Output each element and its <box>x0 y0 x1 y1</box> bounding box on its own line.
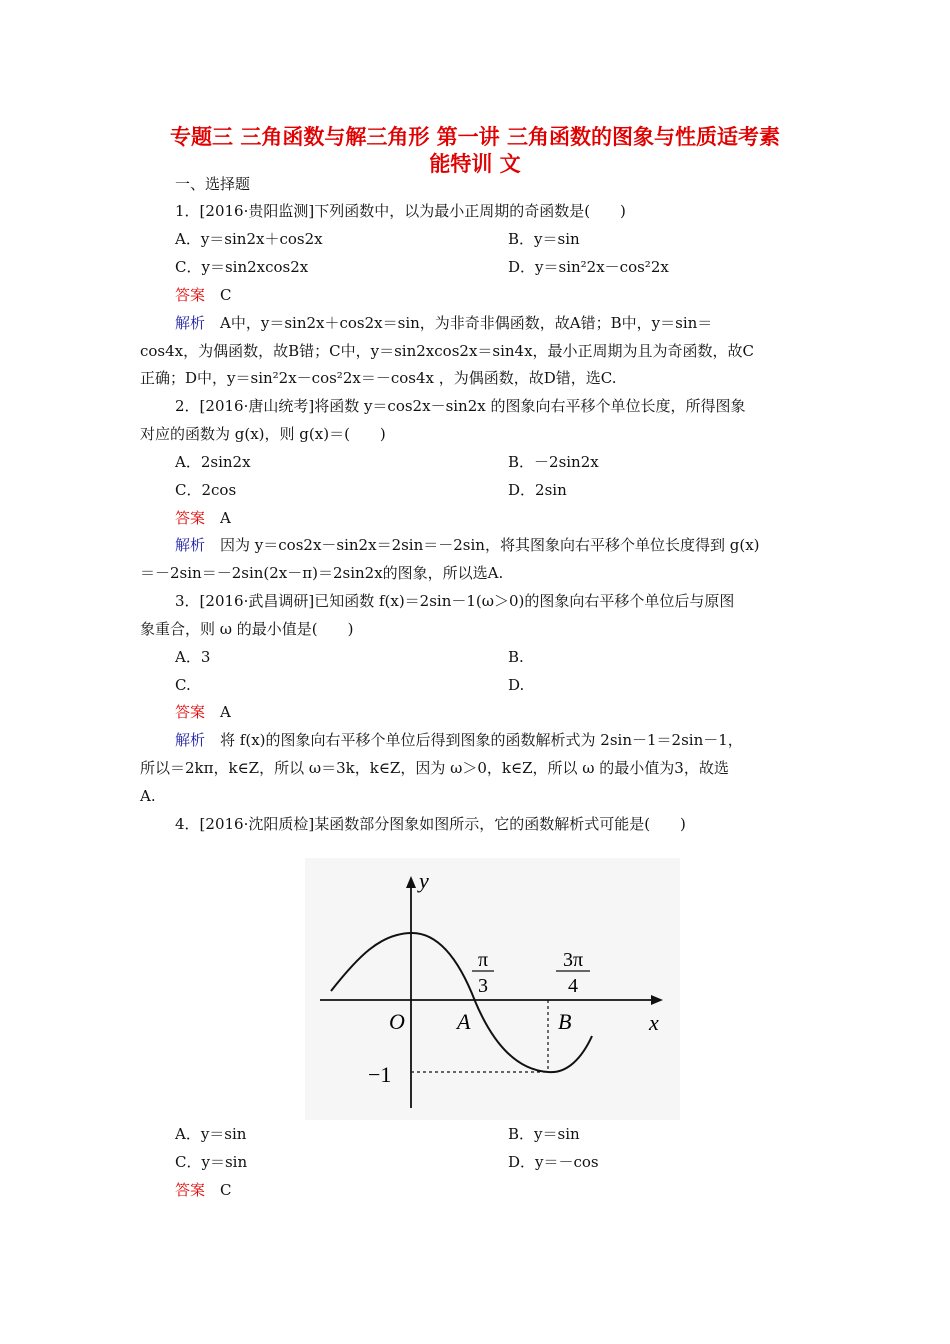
q1-option-b: B．y＝sin <box>508 230 580 248</box>
q2-stem-2: 对应的函数为 g(x)，则 g(x)＝( ) <box>140 425 386 443</box>
q1-stem: 1．[2016·贵阳监测]下列函数中，以为最小正周期的奇函数是( ) <box>175 202 626 220</box>
page-title-line-2: 能特训 文 <box>429 152 521 176</box>
origin-label: O <box>389 1009 405 1034</box>
section-heading: 一、选择题 <box>175 175 251 193</box>
q2-option-d: D．2sin <box>508 481 567 499</box>
q1-answer <box>175 285 232 305</box>
explanation-text: 将 f(x)的图象向右平移个单位后得到图象的函数解析式为 2sin－1＝2sin－1， <box>220 731 743 749</box>
q4-option-b: B．y＝sin <box>508 1125 580 1143</box>
q1-explanation-2: cos4x，为偶函数，故B错；C中，y＝sin2xcos2x＝sin4x，最小正周期为且为奇函数，故C <box>140 342 755 360</box>
q3-stem-1: 3．[2016·武昌调研]已知函数 f(x)＝2sin－1(ω＞0)的图象向右平移个单位后与原图 <box>175 592 735 610</box>
q1-explanation-1 <box>175 313 712 333</box>
q2-option-c: C．2cos <box>175 481 237 499</box>
q3-explanation-3: A. <box>140 787 156 805</box>
answer-value: C <box>220 1181 232 1199</box>
explanation-label: 解析 <box>175 536 206 554</box>
q1-option-d: D．y＝sin²2x－cos²2x <box>508 258 669 276</box>
fraction-a-numerator: π <box>477 949 489 971</box>
q2-answer <box>175 508 231 528</box>
q3-explanation-1 <box>175 730 743 750</box>
explanation-text: 因为 y＝cos2x－sin2x＝2sin＝－2sin，将其图象向右平移个单位长度得到 g(x) <box>220 536 760 554</box>
answer-label: 答案 <box>175 509 206 527</box>
answer-label: 答案 <box>175 286 206 304</box>
q4-answer <box>175 1180 232 1200</box>
q1-option-c: C．y＝sin2xcos2x <box>175 258 309 276</box>
q2-option-b: B．－2sin2x <box>508 453 599 471</box>
answer-value: A <box>220 703 231 721</box>
q3-stem-2: 象重合，则 ω 的最小值是( ) <box>140 620 354 638</box>
page-title-line-1: 专题三 三角函数与解三角形 第一讲 三角函数的图象与性质适考素 <box>170 125 780 149</box>
q4-option-d: D．y＝－cos <box>508 1153 599 1171</box>
sine-graph-figure <box>305 858 680 1120</box>
q3-option-d: D. <box>508 676 525 694</box>
answer-value: C <box>220 286 232 304</box>
q2-explanation-2: ＝－2sin＝－2sin(2x－π)＝2sin2x的图象，所以选A. <box>140 564 504 582</box>
explanation-text: A中，y＝sin2x＋cos2x＝sin，为非奇非偶函数，故A错；B中，y＝sin＝ <box>220 314 713 332</box>
q4-option-a: A．y＝sin <box>175 1125 247 1143</box>
q3-option-c: C. <box>175 676 191 694</box>
q3-option-a: A．3 <box>175 648 211 666</box>
q3-option-b: B. <box>508 648 524 666</box>
fraction-a-denominator: 3 <box>478 975 488 997</box>
q1-option-a: A．y＝sin2x＋cos2x <box>175 230 323 248</box>
fraction-b-numerator: 3π <box>562 949 584 971</box>
point-b-label: B <box>558 1009 572 1034</box>
q2-stem-1: 2．[2016·唐山统考]将函数 y＝cos2x－sin2x 的图象向右平移个单位长度，所得图象 <box>175 397 746 415</box>
explanation-label: 解析 <box>175 731 206 749</box>
q3-answer <box>175 702 231 722</box>
q4-stem: 4．[2016·沈阳质检]某函数部分图象如图所示，它的函数解析式可能是( ) <box>175 815 686 833</box>
fraction-b-denominator: 4 <box>568 975 578 997</box>
q3-explanation-2: 所以＝2kπ，k∈Z，所以 ω＝3k，k∈Z，因为 ω＞0，k∈Z，所以 ω 的最小值为3，故选 <box>140 759 729 777</box>
min-value-label: −1 <box>368 1062 392 1087</box>
q1-explanation-3: 正确；D中，y＝sin²2x－cos²2x＝－cos4x ，为偶函数，故D错，选C. <box>140 369 617 387</box>
q4-option-c: C．y＝sin <box>175 1153 248 1171</box>
q2-explanation-1 <box>175 535 760 555</box>
answer-value: A <box>220 509 231 527</box>
answer-label: 答案 <box>175 703 206 721</box>
y-axis-label: y <box>419 868 429 893</box>
answer-label: 答案 <box>175 1181 206 1199</box>
q2-option-a: A．2sin2x <box>175 453 251 471</box>
figure-background <box>305 858 680 1120</box>
x-axis-label: x <box>649 1010 659 1035</box>
point-a-label: A <box>457 1009 471 1034</box>
explanation-label: 解析 <box>175 314 206 332</box>
